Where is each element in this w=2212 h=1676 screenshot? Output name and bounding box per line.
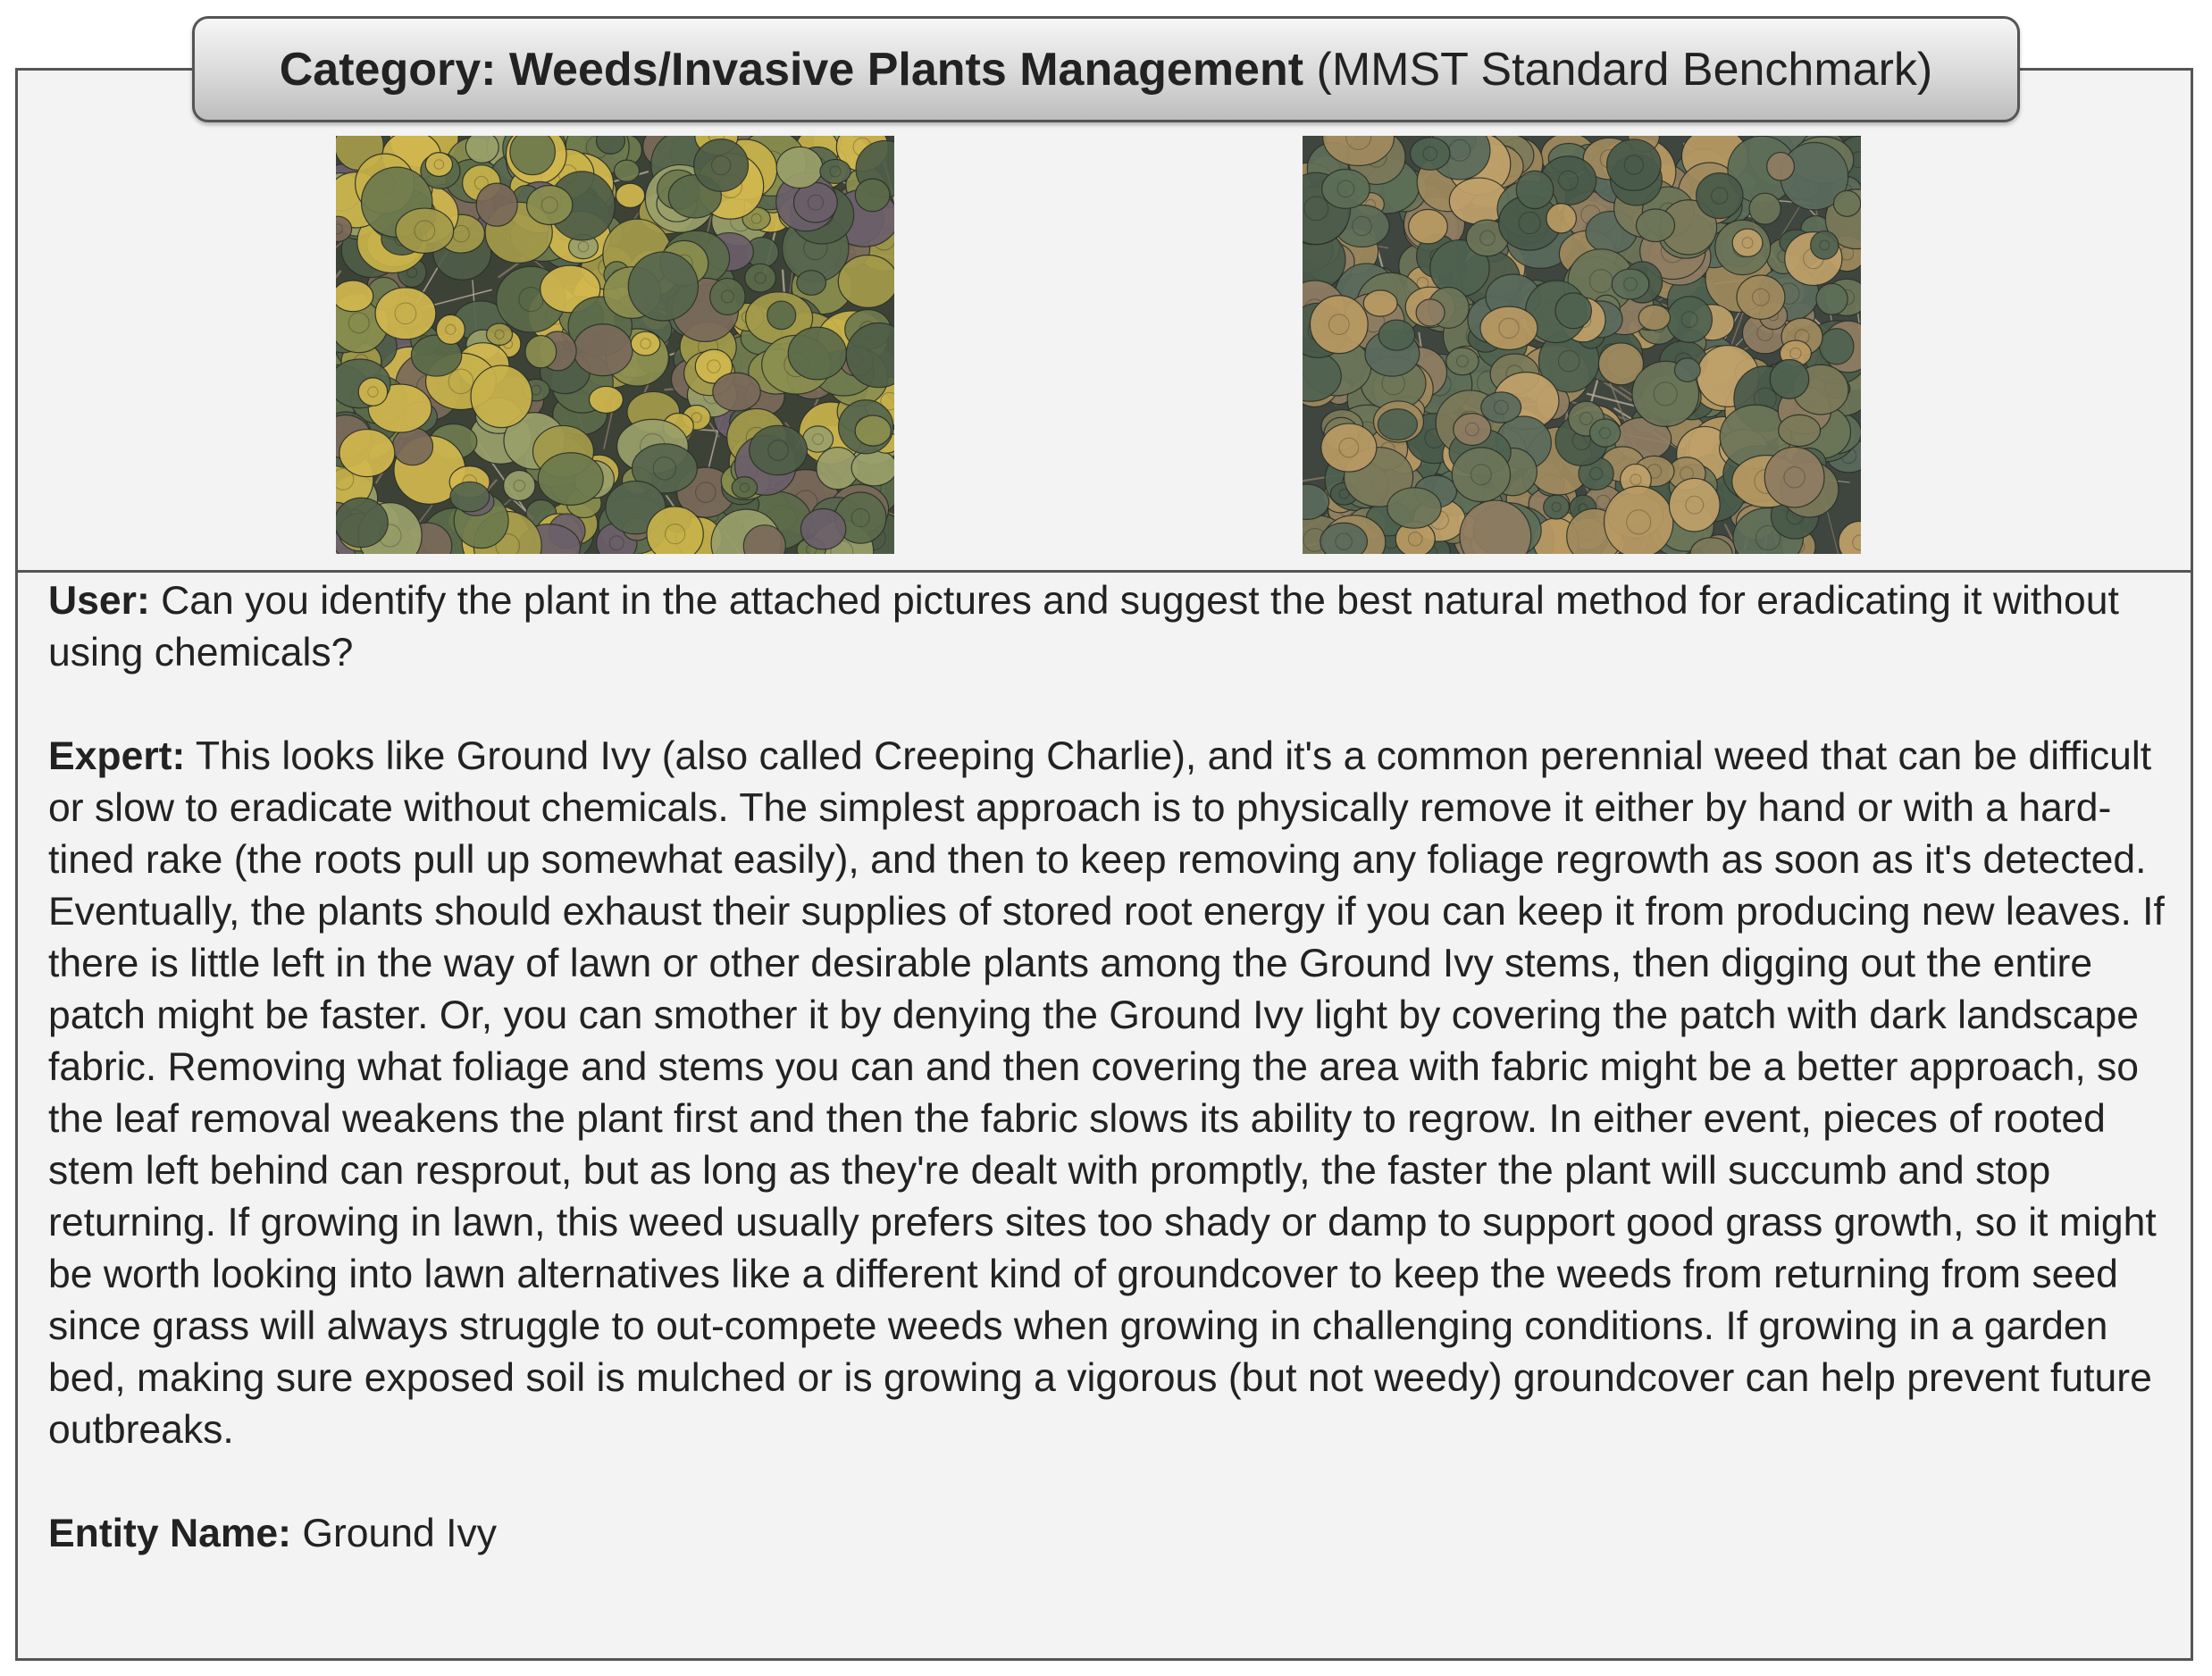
expert-answer (48, 731, 2174, 1456)
content-panel (15, 68, 2193, 1661)
entity-label: Entity Name: (48, 1512, 291, 1555)
user-question (48, 575, 2174, 679)
user-label: User: (48, 579, 150, 623)
conversation-text (48, 575, 2174, 1612)
image-row (18, 71, 2191, 573)
ground-ivy-photo-2 (1303, 136, 1861, 554)
section-divider (18, 570, 2191, 573)
benchmark-label: (MMST Standard Benchmark) (1303, 43, 1933, 96)
entity-name (48, 1508, 2174, 1560)
user-text: Can you identify the plant in the attached pictures and suggest the best natural method for eradicating it without using chemicals? (48, 579, 2119, 675)
category-title: Category: Weeds/Invasive Plants Management (279, 43, 1304, 96)
plant-photo-icon (336, 136, 894, 554)
entity-text: Ground Ivy (291, 1512, 498, 1555)
expert-text: This looks like Ground Ivy (also called Creeping Charlie), and it's a common perennial weed that can be difficult or slow to eradicate without chemicals. The simplest approach is to physically remove it either by hand or with a hard-tined rake (the roots pull up somewhat easily), and then to keep removing any foliage regrowth as soon as it's detected. Eventually, the plants should exhaust their supplies of stored root energy if you can keep it from producing new leaves. If there is little left in the way of lawn or other desirable plants among the Ground Ivy stems, then digging out the entire patch might be faster. Or, you can smother it by denying the Ground Ivy light by covering the patch with dark landscape fabric. Removing what foliage and stems you can and then covering the area with fabric might be a better approach, so the leaf removal weakens the plant first and then the fabric slows its ability to regrow. In either event, pieces of rooted stem left behind can resprout, but as long as they're dealt with promptly, the faster the plant will succumb and stop returning. If growing in lawn, this weed usually prefers sites too shady or damp to support good grass growth, so it might be worth looking into lawn alternatives like a different kind of groundcover to keep the weeds from returning from seed since grass will always struggle to out-compete weeds when growing in challenging conditions. If growing in a garden bed, making sure exposed soil is mulched or is growing a vigorous (but not weedy) groundcover can help prevent future outbreaks. (48, 734, 2165, 1452)
expert-label: Expert: (48, 734, 186, 778)
category-title-banner (192, 16, 2020, 122)
ground-ivy-photo-1 (336, 136, 894, 554)
plant-photo-icon (1303, 136, 1861, 554)
